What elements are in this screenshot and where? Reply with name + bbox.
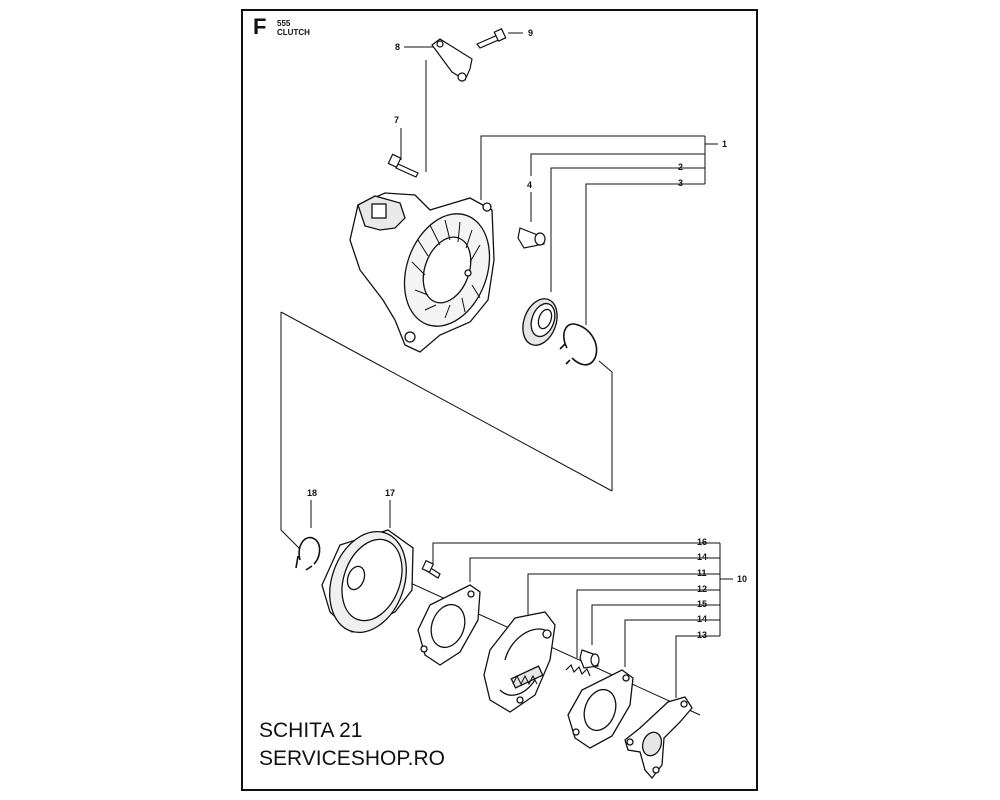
circlip-part-3 <box>560 324 596 365</box>
screw-part-7 <box>388 154 418 177</box>
leader-16 <box>433 543 720 563</box>
bearing-part-2 <box>517 294 563 350</box>
callout-17: 17 <box>385 488 396 498</box>
callout-4: 4 <box>527 180 533 190</box>
callout-3: 3 <box>678 178 684 188</box>
callout-14-lower: 14 <box>697 614 708 624</box>
schema-label: SCHITA 21 <box>259 719 363 742</box>
callout-14-upper: 14 <box>697 552 708 562</box>
leader-11 <box>528 574 720 615</box>
callout-9: 9 <box>528 28 534 38</box>
callout-2: 2 <box>678 162 684 172</box>
site-label: SERVICESHOP.RO <box>259 747 445 770</box>
callout-18: 18 <box>307 488 318 498</box>
screw-part-16 <box>422 561 440 578</box>
callout-13: 13 <box>697 630 708 640</box>
section-model: 555 <box>277 19 291 28</box>
callout-16: 16 <box>697 537 708 547</box>
washer-plate-part-14b <box>568 670 633 748</box>
callout-11: 11 <box>697 568 707 578</box>
section-letter: F <box>253 14 267 39</box>
bushing-part-15 <box>580 650 599 668</box>
leader-14b <box>625 620 720 667</box>
callout-1: 1 <box>722 139 728 149</box>
clutch-carrier-part <box>625 697 692 778</box>
clutch-drum-part <box>316 521 419 643</box>
clutch-shoes-part <box>484 612 555 712</box>
callout-10: 10 <box>737 574 748 584</box>
bushing-part-4 <box>518 228 545 248</box>
section-title: CLUTCH <box>277 28 310 37</box>
connector-left <box>281 312 300 549</box>
bracket-plate-part <box>432 39 472 81</box>
clutch-housing-part <box>350 193 504 352</box>
leader-14a <box>470 558 720 582</box>
connector-top <box>281 312 612 491</box>
callout-7: 7 <box>394 115 400 125</box>
connector-right <box>599 361 612 491</box>
callout-8: 8 <box>395 42 401 52</box>
leader-13 <box>676 636 720 698</box>
circlip-part-18 <box>296 538 320 570</box>
callout-15: 15 <box>697 599 708 609</box>
screw-part-9 <box>477 29 506 48</box>
callout-12: 12 <box>697 584 708 594</box>
leader-3 <box>586 184 705 325</box>
washer-plate-part-14a <box>418 585 480 665</box>
